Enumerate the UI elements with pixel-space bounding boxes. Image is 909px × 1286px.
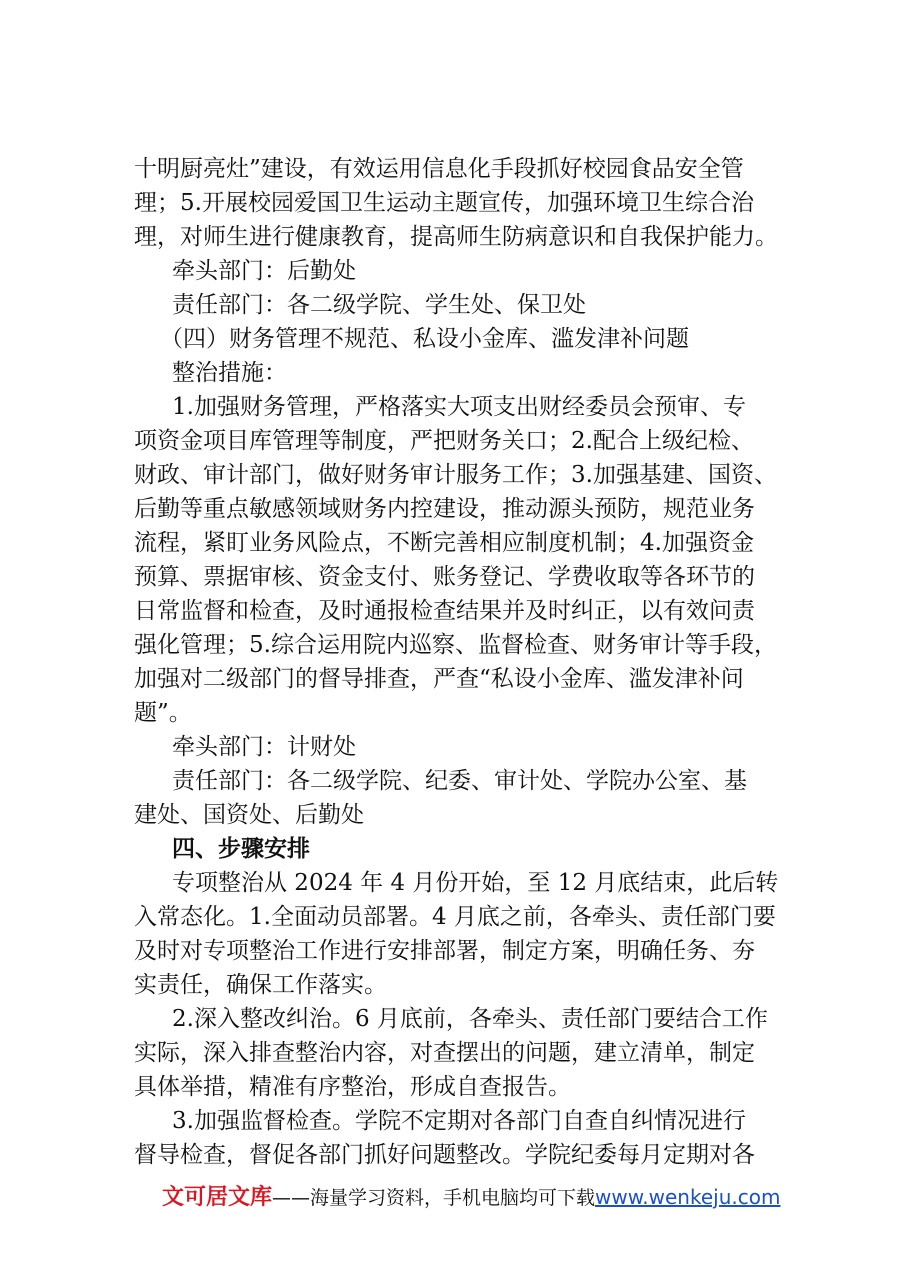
text-line-content: 专项整治从 2024 年 4 月份开始，至 12 月底结束，此后转 xyxy=(172,870,779,896)
text-line xyxy=(0,1002,909,1036)
text-line-content: 实责任，确保工作落实。 xyxy=(134,972,387,998)
text-line xyxy=(0,798,909,832)
text-line-content: 预算、票据审核、资金支付、账务登记、学费收取等各环节的 xyxy=(134,564,755,590)
text-line-content: 责任部门：各二级学院、纪委、审计处、学院办公室、基 xyxy=(172,768,747,794)
text-line xyxy=(0,1104,909,1138)
text-line xyxy=(0,322,909,356)
text-line xyxy=(0,356,909,390)
text-line xyxy=(0,560,909,594)
text-line xyxy=(0,1036,909,1070)
text-line-content: 具体举措，精准有序整治，形成自查报告。 xyxy=(134,1074,571,1100)
text-line-content: 及时对专项整治工作进行安排部署，制定方案，明确任务、夯 xyxy=(134,938,755,964)
text-line-content: 加强对二级部门的督导排查，严查“私设小金库、滥发津补问 xyxy=(134,666,744,692)
text-line-content: 项资金项目库管理等制度，严把财务关口；2.配合上级纪检、 xyxy=(134,428,754,454)
text-line-content: 1.加强财务管理，严格落实大项支出财经委员会预审、专 xyxy=(172,394,746,420)
text-line-content: 流程，紧盯业务风险点，不断完善相应制度机制；4.加强资金 xyxy=(134,530,754,556)
text-line-content: 督导检查，督促各部门抓好问题整改。学院纪委每月定期对各 xyxy=(134,1142,755,1168)
text-line-content: 日常监督和检查，及时通报检查结果并及时纠正，以有效问责 xyxy=(134,598,755,624)
text-line xyxy=(0,288,909,322)
text-line xyxy=(0,764,909,798)
text-line xyxy=(0,424,909,458)
text-line xyxy=(0,934,909,968)
text-line xyxy=(0,492,909,526)
text-line xyxy=(0,186,909,220)
text-line-content: 理；5.开展校园爱国卫生运动主题宣传，加强环境卫生综合治 xyxy=(134,190,754,216)
text-line xyxy=(0,594,909,628)
text-line-content: 理，对师生进行健康教育，提高师生防病意识和自我保护能力。 xyxy=(134,224,778,250)
text-line xyxy=(0,152,909,186)
text-line xyxy=(0,866,909,900)
text-line xyxy=(0,1070,909,1104)
text-line-content: 实际，深入排查整治内容，对查摆出的问题，建立清单，制定 xyxy=(134,1040,755,1066)
text-line-content: 四、步骤安排 xyxy=(172,836,310,862)
text-line xyxy=(0,458,909,492)
text-line-content: 入常态化。1.全面动员部署。4 月底之前，各牵头、责任部门要 xyxy=(134,904,776,930)
text-line-content: 2.深入整改纠治。6 月底前，各牵头、责任部门要结合工作 xyxy=(172,1006,768,1032)
text-line-content: 十明厨亮灶”建设，有效运用信息化手段抓好校园食品安全管 xyxy=(134,156,744,182)
text-line xyxy=(0,730,909,764)
text-line xyxy=(0,900,909,934)
text-line-content: 财政、审计部门，做好财务审计服务工作；3.加强基建、国资、 xyxy=(134,462,777,488)
text-line-content: （四）财务管理不规范、私设小金库、滥发津补问题 xyxy=(160,326,689,352)
text-line-content: 3.加强监督检查。学院不定期对各部门自查自纠情况进行 xyxy=(172,1108,746,1134)
footer-banner xyxy=(162,1180,780,1214)
text-line-content: 牵头部门：计财处 xyxy=(172,734,356,760)
text-line xyxy=(0,628,909,662)
footer-tagline: 海量学习资料，手机电脑均可下载 xyxy=(310,1187,596,1209)
text-line xyxy=(0,1138,909,1172)
text-line-content: 建处、国资处、后勤处 xyxy=(134,802,364,828)
text-line xyxy=(0,254,909,288)
text-line xyxy=(0,662,909,696)
text-line-content: 责任部门：各二级学院、学生处、保卫处 xyxy=(172,292,586,318)
text-line-content: 题”。 xyxy=(134,700,192,726)
text-line-content: 牵头部门：后勤处 xyxy=(172,258,356,284)
text-line-content: 后勤等重点敏感领域财务内控建设，推动源头预防，规范业务 xyxy=(134,496,755,522)
text-line xyxy=(0,696,909,730)
text-line xyxy=(0,968,909,1002)
section-heading xyxy=(0,832,909,866)
text-line xyxy=(0,390,909,424)
footer-url-link[interactable]: www.wenkeju.com xyxy=(595,1185,781,1209)
text-line-content: 整治措施： xyxy=(172,360,287,386)
text-line xyxy=(0,526,909,560)
footer-brand: 文可居文库 xyxy=(162,1185,273,1210)
text-line-content: 强化管理；5.综合运用院内巡察、监督检查、财务审计等手段， xyxy=(134,632,777,658)
text-line xyxy=(0,220,909,254)
footer-separator: —— xyxy=(272,1187,311,1209)
